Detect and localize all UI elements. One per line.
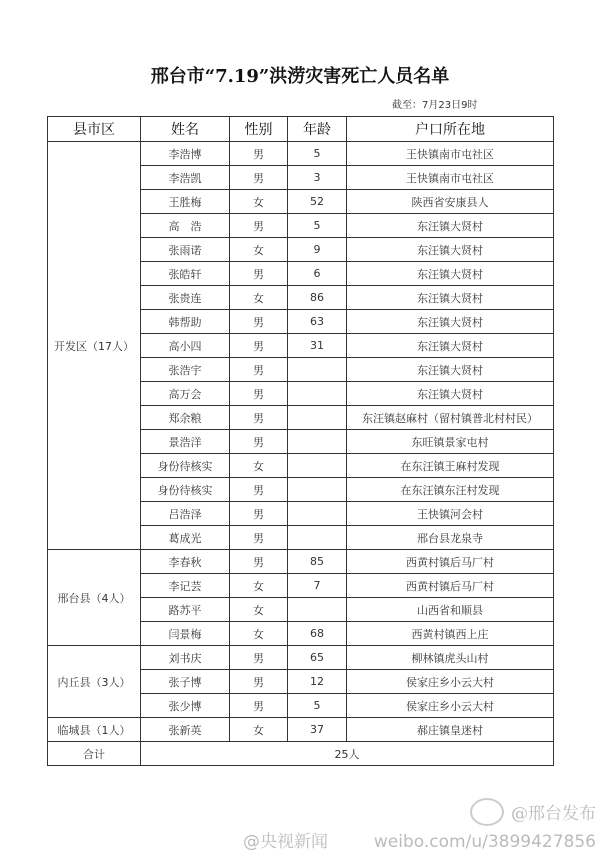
gender-cell: 男 (230, 382, 288, 406)
name-cell: 身份待核实 (141, 454, 230, 478)
gender-cell: 男 (230, 358, 288, 382)
age-cell (288, 502, 347, 526)
address-cell: 东汪镇大贤村 (347, 334, 554, 358)
document-title: 邢台市“7.19”洪涝灾害死亡人员名单 (150, 66, 450, 87)
address-cell: 侯家庄乡小云大村 (347, 694, 554, 718)
age-cell: 5 (288, 142, 347, 166)
address-cell: 东汪镇大贤村 (347, 382, 554, 406)
name-cell: 李记芸 (141, 574, 230, 598)
gender-cell: 女 (230, 574, 288, 598)
watermark-cctv: @央视新闻 (243, 832, 328, 852)
name-cell: 郑余粮 (141, 406, 230, 430)
address-cell: 王快镇河会村 (347, 502, 554, 526)
gender-cell: 女 (230, 454, 288, 478)
table-row (48, 142, 554, 166)
county-cell: 临城县（1人） (48, 718, 141, 742)
name-cell: 韩帮助 (141, 310, 230, 334)
address-cell: 郝庄镇皇迷村 (347, 718, 554, 742)
name-cell: 景浩洋 (141, 430, 230, 454)
name-cell: 身份待核实 (141, 478, 230, 502)
gender-cell: 男 (230, 550, 288, 574)
age-cell (288, 454, 347, 478)
address-cell: 山西省和顺县 (347, 598, 554, 622)
name-cell: 高万会 (141, 382, 230, 406)
victims-table (47, 116, 554, 766)
address-cell: 陕西省安康县人 (347, 190, 554, 214)
age-cell: 9 (288, 238, 347, 262)
gender-cell: 女 (230, 598, 288, 622)
age-cell: 7 (288, 574, 347, 598)
total-row (48, 742, 554, 766)
gender-cell: 男 (230, 694, 288, 718)
age-cell: 86 (288, 286, 347, 310)
address-cell: 邢台县龙泉寺 (347, 526, 554, 550)
age-cell: 5 (288, 214, 347, 238)
total-value: 25人 (141, 742, 554, 766)
age-cell: 31 (288, 334, 347, 358)
age-cell (288, 382, 347, 406)
name-cell: 张雨诺 (141, 238, 230, 262)
age-cell (288, 598, 347, 622)
gender-cell: 女 (230, 718, 288, 742)
age-cell: 52 (288, 190, 347, 214)
name-cell: 张少博 (141, 694, 230, 718)
name-cell: 刘书庆 (141, 646, 230, 670)
name-cell: 高 浩 (141, 214, 230, 238)
gender-cell: 女 (230, 190, 288, 214)
address-cell: 王快镇南市屯社区 (347, 166, 554, 190)
address-cell: 东汪镇大贤村 (347, 214, 554, 238)
address-cell: 柳林镇虎头山村 (347, 646, 554, 670)
gender-cell: 男 (230, 526, 288, 550)
age-cell (288, 526, 347, 550)
table-row (48, 550, 554, 574)
name-cell: 张皓轩 (141, 262, 230, 286)
name-cell: 李浩凯 (141, 166, 230, 190)
address-cell: 东汪镇大贤村 (347, 238, 554, 262)
address-cell: 东旺镇景家屯村 (347, 430, 554, 454)
address-cell: 东汪镇大贤村 (347, 358, 554, 382)
age-cell: 6 (288, 262, 347, 286)
age-cell: 65 (288, 646, 347, 670)
header-name: 姓名 (141, 117, 230, 142)
name-cell: 吕浩泽 (141, 502, 230, 526)
gender-cell: 女 (230, 238, 288, 262)
header-address: 户口所在地 (347, 117, 554, 142)
county-cell: 内丘县（3人） (48, 646, 141, 718)
county-cell: 开发区（17人） (48, 142, 141, 550)
address-cell: 西黄村镇后马厂村 (347, 574, 554, 598)
gender-cell: 女 (230, 622, 288, 646)
county-cell: 邢台县（4人） (48, 550, 141, 646)
name-cell: 闫景梅 (141, 622, 230, 646)
address-cell: 东汪镇大贤村 (347, 310, 554, 334)
header-age: 年龄 (288, 117, 347, 142)
age-cell (288, 406, 347, 430)
name-cell: 张新英 (141, 718, 230, 742)
address-cell: 东汪镇大贤村 (347, 286, 554, 310)
gender-cell: 男 (230, 310, 288, 334)
address-cell: 在东汪镇王麻村发现 (347, 454, 554, 478)
age-cell (288, 430, 347, 454)
age-cell: 5 (288, 694, 347, 718)
table-row (48, 718, 554, 742)
name-cell: 张子博 (141, 670, 230, 694)
gender-cell: 男 (230, 670, 288, 694)
gender-cell: 男 (230, 166, 288, 190)
address-cell: 西黄村镇西上庄 (347, 622, 554, 646)
age-cell: 63 (288, 310, 347, 334)
gender-cell: 男 (230, 430, 288, 454)
name-cell: 李春秋 (141, 550, 230, 574)
name-cell: 张贵连 (141, 286, 230, 310)
address-cell: 在东汪镇东汪村发现 (347, 478, 554, 502)
total-label: 合计 (48, 742, 141, 766)
address-cell: 侯家庄乡小云大村 (347, 670, 554, 694)
address-cell: 东汪镇大贤村 (347, 262, 554, 286)
table-row (48, 646, 554, 670)
age-cell: 37 (288, 718, 347, 742)
watermark-url: weibo.com/u/3899427856 (373, 832, 596, 852)
name-cell: 高小四 (141, 334, 230, 358)
address-cell: 王快镇南市屯社区 (347, 142, 554, 166)
header-county: 县市区 (48, 117, 141, 142)
header-gender: 性别 (230, 117, 288, 142)
table-header (48, 117, 554, 142)
gender-cell: 男 (230, 334, 288, 358)
weibo-logo-icon (470, 798, 504, 826)
watermark-account: @邢台发布 (511, 804, 596, 824)
age-cell (288, 358, 347, 382)
gender-cell: 男 (230, 214, 288, 238)
name-cell: 王胜梅 (141, 190, 230, 214)
name-cell: 葛成光 (141, 526, 230, 550)
as-of-date: 截至：7月23日9时 (392, 100, 478, 111)
gender-cell: 男 (230, 406, 288, 430)
name-cell: 李浩博 (141, 142, 230, 166)
age-cell: 12 (288, 670, 347, 694)
address-cell: 西黄村镇后马厂村 (347, 550, 554, 574)
age-cell: 68 (288, 622, 347, 646)
name-cell: 路苏平 (141, 598, 230, 622)
gender-cell: 男 (230, 478, 288, 502)
gender-cell: 女 (230, 286, 288, 310)
gender-cell: 男 (230, 502, 288, 526)
gender-cell: 男 (230, 142, 288, 166)
address-cell: 东汪镇赵麻村（留村镇普北村村民） (347, 406, 554, 430)
gender-cell: 男 (230, 262, 288, 286)
age-cell: 3 (288, 166, 347, 190)
age-cell: 85 (288, 550, 347, 574)
gender-cell: 男 (230, 646, 288, 670)
age-cell (288, 478, 347, 502)
name-cell: 张浩宇 (141, 358, 230, 382)
